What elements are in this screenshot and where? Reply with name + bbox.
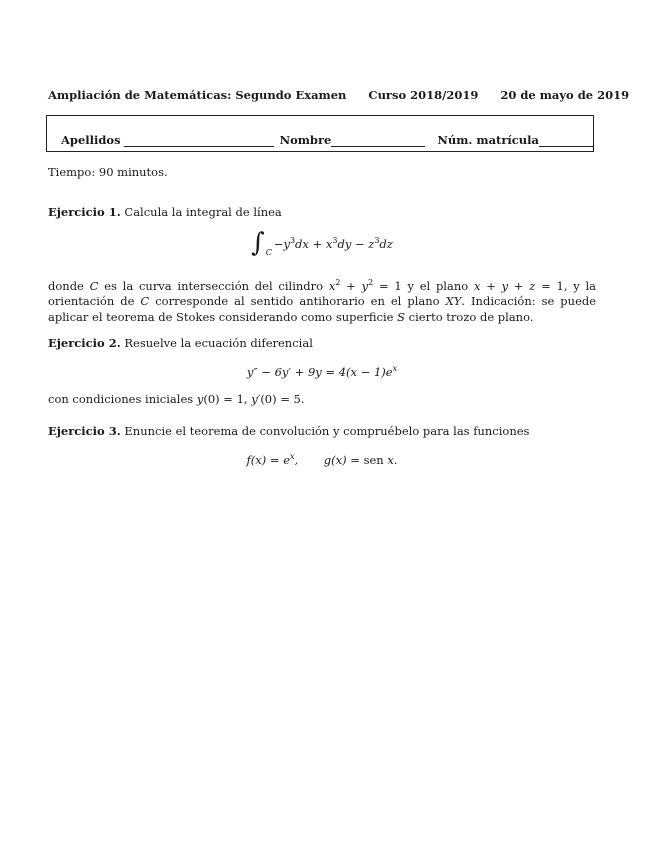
exercise-3-statement: [48, 424, 596, 440]
exam-title: Ampliación de Matemáticas: Segundo Examen: [48, 88, 347, 102]
exercise-2-equation: $y'' - 6y' + 9y = 4(x - 1)e^x$: [246, 364, 398, 379]
surname-field[interactable]: [124, 136, 274, 147]
exercise-3-functions: $f(x) = e^x$, g(x) = sen x.: [246, 452, 398, 467]
exercise-1-integral: ∫ C $-y^3dx + x^3dy - z^3dz$: [251, 228, 393, 258]
name-label: Nombre: [279, 133, 332, 147]
integral-subscript: C: [265, 247, 272, 257]
student-id-box: [46, 115, 594, 152]
exercise-1-label: Ejercicio 1.: [48, 205, 121, 219]
exercise-1-statement: [48, 205, 596, 221]
exercise-3-intro: Enuncie el teorema de convolución y compruébelo para las funciones: [124, 424, 530, 438]
name-field[interactable]: [331, 136, 425, 147]
exam-date: 20 de mayo de 2019: [500, 88, 630, 102]
exercise-2-intro: Resuelve la ecuación diferencial: [124, 336, 313, 350]
exercise-1-intro: Calcula la integral de línea: [124, 205, 282, 219]
surname-label: Apellidos: [61, 133, 121, 147]
student-id-row: [61, 133, 593, 147]
id-label: Núm. matrícula: [437, 133, 539, 147]
time-note: Tiempo: 90 minutos.: [48, 165, 168, 179]
exercise-2-label: Ejercicio 2.: [48, 336, 121, 350]
exercise-1-body: donde C es la curva intersección del cilindro $x^2 + y^2 = 1$ y el plano x + y + z = 1, y la orientación de C corresponde al sentido antihorario en el plano XY. Indicación: se puede aplicar el teorema de Stokes considerando como superficie S cierto trozo de plano.: [48, 278, 597, 324]
id-field[interactable]: [539, 136, 593, 147]
exercise-2-conditions: con condiciones iniciales y(0) = 1, y′(0) = 5.: [48, 392, 305, 406]
exam-header: [48, 88, 630, 102]
exercise-2-statement: [48, 336, 596, 352]
exercise-3-label: Ejercicio 3.: [48, 424, 121, 438]
exam-course: Curso 2018/2019: [368, 88, 479, 102]
